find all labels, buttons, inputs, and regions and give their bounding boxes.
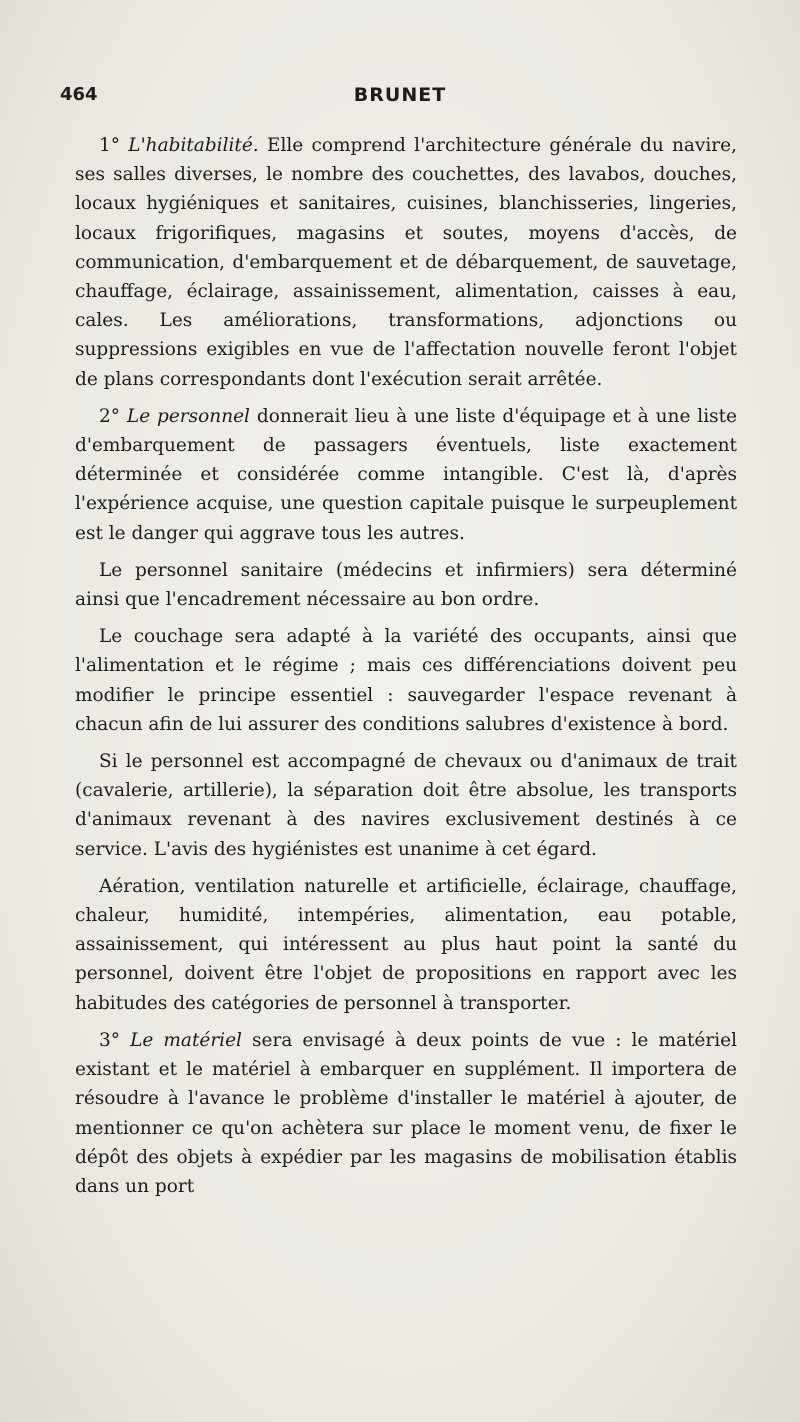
paragraph-materiel xyxy=(75,1026,737,1201)
item-number: 2° xyxy=(99,405,121,427)
section-heading-italic: Le personnel xyxy=(126,405,250,427)
paragraph-text: Si le personnel est accompagné de chevaux ou d'animaux de trait (cavalerie, artillerie), la séparation doit être absolue, les transports d'animaux revenant à des navires exclusivement destinés à ce service. L'avis des hygiénistes est unanime à cet égard. xyxy=(75,751,737,860)
item-number: 3° xyxy=(99,1029,121,1051)
section-heading-italic: L'habitabilité. xyxy=(128,135,259,156)
paragraph-text: sera envisagé à deux points de vue : le matériel existant et le matériel à embarquer en supplément. Il importera de résoudre à l'avance le problème d'installer le matériel à ajouter, de mentionner ce qu'on achètera sur place le moment venu, de fixer le dépôt des objets à expédier par les magasins de mobilisation établis dans un port xyxy=(75,1029,738,1197)
paragraph-personnel-sanitaire xyxy=(75,556,737,614)
paragraph-text: Aération, ventilation naturelle et artificielle, éclairage, chauffage, chaleur, humidité, intempéries, alimentation, eau potable, assainissement, qui intéressent au plus haut point la santé du personnel, doivent être l'objet de propositions en rapport avec les habitudes des catégories de personnel à transporter. xyxy=(75,875,737,1014)
body-text xyxy=(75,131,737,1209)
running-head-author: BRUNET xyxy=(353,84,447,106)
paragraph-aeration xyxy=(75,872,737,1018)
paragraph-habitabilite xyxy=(75,131,737,394)
paragraph-text: donnerait lieu à une liste d'équipage et à une liste d'embarquement de passagers éventuels, liste exactement déterminée et considérée comme intangible. C'est là, d'après l'expérience acquise, une question capitale puisque le surpeuplement est le danger qui aggrave tous les autres. xyxy=(75,405,737,544)
paragraph-text: Elle comprend l'architecture générale du navire, ses salles diverses, le nombre des couchettes, des lavabos, douches, locaux hygiéniques et sanitaires, cuisines, blanchisseries, lingeries, locaux frigorifiques, magasins et soutes, moyens d'accès, de communication, d'embarquement et de débarquement, de sauvetage, chauffage, éclairage, assainissement, alimentation, caisses à eau, cales. Les améliorations, transformations, adjonctions ou suppressions exigibles en vue de l'affectation nouvelle feront l'objet de plans correspondants dont l'exécution serait arrêtée. xyxy=(75,135,737,390)
section-heading-italic: Le matériel xyxy=(130,1029,242,1051)
page-number: 464 xyxy=(60,84,98,105)
paragraph-couchage xyxy=(75,622,737,739)
paragraph-personnel xyxy=(75,402,737,548)
item-number: 1° xyxy=(99,135,121,156)
paragraph-text: Le couchage sera adapté à la variété des occupants, ainsi que l'alimentation et le régime ; mais ces différenciations doivent peu modifier le principe essentiel : sauvegarder l'espace revenant à chacun afin de lui assurer des conditions salubres d'existence à bord. xyxy=(75,626,737,735)
paragraph-text: Le personnel sanitaire (médecins et infirmiers) sera déterminé ainsi que l'encadrement nécessaire au bon ordre. xyxy=(75,559,737,611)
paragraph-animaux xyxy=(75,747,737,864)
running-head xyxy=(60,84,740,114)
